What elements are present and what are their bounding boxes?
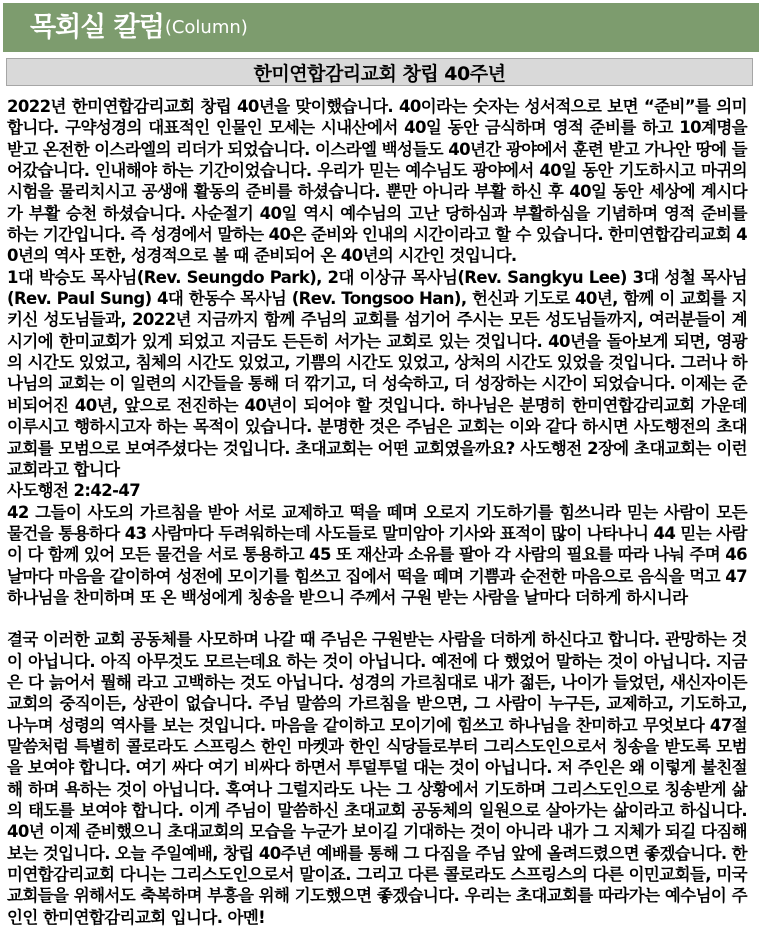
paragraph-church-history: 1대 박승도 목사님(Rev. Seungdo Park), 2대 이상규 목사님(Rev. Sangkyu Lee) 3대 성철 목사님(Rev. Paul Sung) 4대 한동수 목사님 (Rev. Tongsoo Han), 헌신과 기도로 40년, 함께 이 교회를 지키신 성도님들과, 2022년 지금까지 함께 주님의 교회를 섬기어 주시는 모든 성도님들까지, 여러분들이 계시기에 한미교회가 있게 되었고 지금도 든든히 서가는 교회로 있는 것입니다. 40년을 돌아보게 되면, 영광의 시간도 있었고, 침체의 시간도 있었고, 기쁨의 시간도 있었고, 상처의 시간도 있었을 것입니다. 그러나 하나님의 교회는 이 일련의 시간들을 통해 더 깎기고, 더 성숙하고, 더 성장하는 시간이 되었습니다. 이제는 준비되어진 40년, 앞으로 전진하는 40년이 되어야 할 것입니다. 하나님은 분명히 한미연합감리교회 가운데 이루시고 행하시고자 하는 목적이 있습니다. 분명한 것은 주님은 교회는 이와 같다 하시면 사도행전의 초대교회를 모범으로 보여주셨다는 것입니다. 초대교회는 어떤 교회였을까요? 사도행전 2장에 초대교회는 이런 교회라고 합니다 [7,267,747,479]
paragraph-closing-exhortation: 결국 이러한 교회 공동체를 사모하며 나갈 때 주님은 구원받는 사람을 더하게 하신다고 합니다. 관망하는 것이 아닙니다. 아직 아무것도 모르는데요 하는 것이 아닙니다. 예전에 다 했었어 말하는 것이 아닙니다. 지금은 다 늙어서 뭘해 라고 고백하는 것도 아닙니다. 성경의 가르침대로 내가 젊든, 나이가 들었던, 새신자이든 교회의 중직이든, 상관이 없습니다. 주님 말씀의 가르침을 받으면, 그 사람이 누구든, 교제하고, 기도하고, 나누며 성령의 역사를 보는 것입니다. 마음을 같이하고 모이기에 힘쓰고 하나님을 찬미하고 무엇보다 47절 말씀처럼 특별히 콜로라도 스프링스 한인 마켓과 한인 식당들로부터 그리스도인으로서 칭송을 받도록 모범을 보여야 합니다. 여기 싸다 여기 비싸다 하면서 투덜투덜 대는 것이 아닙니다. 저 주인은 왜 이렇게 불친절해 하며 욕하는 것이 아닙니다. 혹여나 그럴지라도 나는 그 상황에서 기도하며 그리스도인으로 칭송받게 삶의 태도를 보여야 합니다. 이게 주님이 말씀하신 초대교회 공동체의 일원으로 살아가는 삶이라고 하십니다. 40년 이제 준비했으니 초대교회의 모습을 누군가 보이길 기대하는 것이 아니라 내가 그 지체가 되길 다짐해보는 것입니다. 오늘 주일예배, 창립 40주년 예배를 통해 그 다짐을 주님 앞에 올려드렸으면 좋겠습니다. 한미연합감리교회 다니는 그리스도인으로서 말이죠. 그리고 다른 콜로라도 스프링스의 다른 이민교회들, 미국교회들을 위해서도 축복하며 부흥을 위해 기도했으면 좋겠습니다. 우리는 초대교회를 따라가는 예수님이 주인인 한미연합감리교회 입니다. 아멘! [7,630,747,927]
column-header-suffix: (Column) [164,16,248,38]
column-header-band [3,3,759,52]
article-title-bar [6,58,753,86]
column-header-title: 목회실 칼럼 [30,12,164,43]
paragraph-anniversary-intro: 2022년 한미연합감리교회 창립 40년을 맞이했습니다. 40이라는 숫자는 성서적으로 보면 “준비”를 의미합니다. 구약성경의 대표적인 인물인 모세는 시내산에서 40일 동안 금식하며 영적 준비를 하고 10계명을 받고 온전한 이스라엘의 리더가 되었습니다. 이스라엘 백성들도 40년간 광야에서 훈련 받고 가나안 땅에 들어갔습니다. 인내해야 하는 기간이었습니다. 우리가 믿는 예수님도 광야에서 40일 동안 기도하시고 마귀의 시험을 물리치시고 공생애 활동의 준비를 하셨습니다. 뿐만 아니라 부활 하신 후 40일 동안 세상에 계시다가 부활 승천 하셨습니다. 사순절기 40일 역시 예수님의 고난 당하심과 부활하심을 기념하며 영적 준비를 하는 기간입니다. 즉 성경에서 말하는 40은 준비와 인내의 시간이라고 할 수 있습니다. 한미연합감리교회 40년의 역사 또한, 성경적으로 볼 때 준비되어 온 40년의 시간인 것입니다. [7,97,747,266]
scripture-quote-acts: 42 그들이 사도의 가르침을 받아 서로 교제하고 떡을 떼며 오로지 기도하기를 힘쓰니라 믿는 사람이 모든 물건을 통용하다 43 사람마다 두려워하는데 사도들로 말미암아 기사와 표적이 많이 나타나니 44 믿는 사람이 다 함께 있어 모든 물건을 서로 통용하고 45 또 재산과 소유를 팔아 각 사람의 필요를 따라 나눠 주며 46 날마다 마음을 같이하여 성전에 모이기를 힘쓰고 집에서 떡을 떼며 기쁨과 순전한 마음으로 음식을 먹고 47 하나님을 찬미하며 또 온 백성에게 칭송을 받으니 주께서 구원 받는 사람을 날마다 더하게 하시니라 [7,502,747,607]
document-page [0,3,759,927]
scripture-reference: 사도행전 2:42-47 [7,481,141,501]
article-body [0,86,759,928]
article-title: 한미연합감리교회 창립 40주년 [253,62,506,85]
